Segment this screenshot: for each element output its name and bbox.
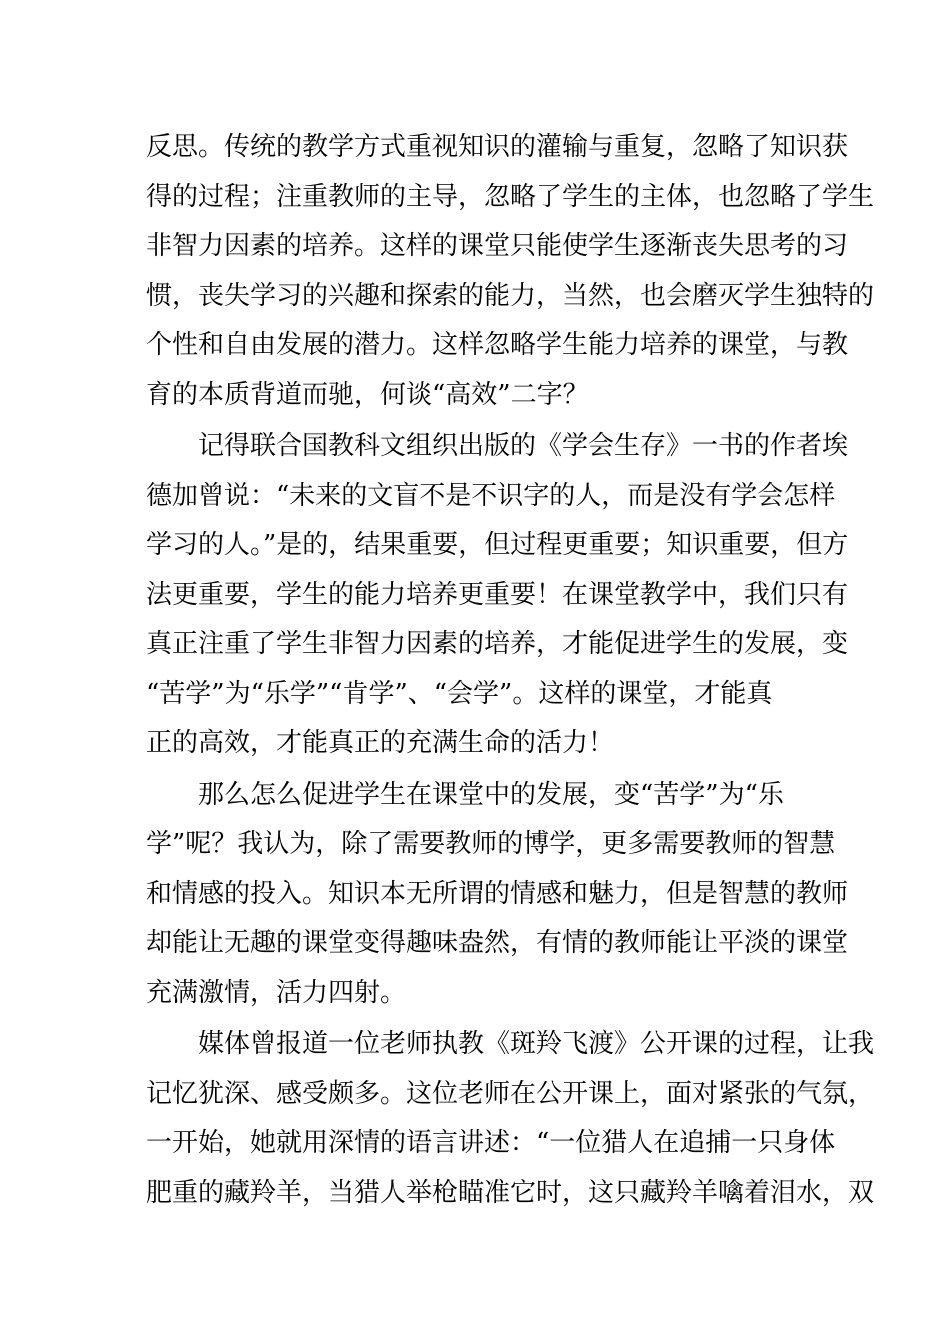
text-line: 非智力因素的培养。这样的课堂只能使学生逐渐丧失思考的习: [146, 231, 849, 261]
paragraph-4: [146, 1020, 875, 1218]
paragraph-3: [146, 771, 849, 1019]
text-line: 一开始，她就用深情的语言讲述：“一位猎人在追捕一只身体: [146, 1128, 836, 1158]
text-line: 德加曾说：“未来的文盲不是不识字的人，而是没有学会怎样: [146, 480, 836, 511]
text-line: 那么怎么促进学生在课堂中的发展，变“苦学”为“乐: [198, 779, 784, 810]
text-line: 得的过程；注重教师的主导，忽略了学生的主体，也忽略了学生: [146, 181, 875, 212]
text-line: 充满激情，活力四射。: [146, 977, 407, 1008]
text-line: 记忆犹深、感受颇多。这位老师在公开课上，面对紧张的气氛，: [146, 1078, 875, 1109]
text-line: 记得联合国教科文组织出版的《学会生存》一书的作者埃: [198, 431, 849, 461]
text-line: 个性和自由发展的潜力。这样忽略学生能力培养的课堂，与教: [146, 330, 849, 360]
text-line: 正的高效，才能真正的充满生命的活力！: [146, 728, 615, 758]
paragraph-1: [146, 123, 875, 420]
text-line: 学习的人。”是的，结果重要，但过程更重要；知识重要，但方: [146, 530, 849, 560]
body-text: [146, 123, 875, 1218]
text-line: 育的本质背道而驰，何谈“高效”二字？: [146, 379, 589, 410]
text-line: 学”呢？我认为，除了需要教师的博学，更多需要教师的智慧: [146, 829, 836, 859]
paragraph-2: [146, 422, 849, 769]
text-line: 和情感的投入。知识本无所谓的情感和魅力，但是智慧的教师: [146, 878, 849, 909]
text-line: “苦学”为“乐学”“肯学”、“会学”。这样的课堂，才能真: [146, 678, 773, 709]
text-line: 反思。传统的教学方式重视知识的灌输与重复，忽略了知识获: [146, 132, 849, 162]
text-line: 惯，丧失学习的兴趣和探索的能力，当然，也会磨灭学生独特的: [146, 280, 875, 311]
text-line: 法更重要，学生的能力培养更重要！在课堂教学中，我们只有: [146, 579, 849, 610]
text-line: 媒体曾报道一位老师执教《斑羚飞渡》公开课的过程，让我: [198, 1029, 875, 1059]
text-line: 却能让无趣的课堂变得趣味盎然，有情的教师能让平淡的课堂: [146, 928, 849, 958]
text-line: 肥重的藏羚羊，当猎人举枪瞄准它时，这只藏羚羊噙着泪水，双: [146, 1177, 875, 1208]
text-line: 真正注重了学生非智力因素的培养，才能促进学生的发展，变: [146, 629, 849, 659]
